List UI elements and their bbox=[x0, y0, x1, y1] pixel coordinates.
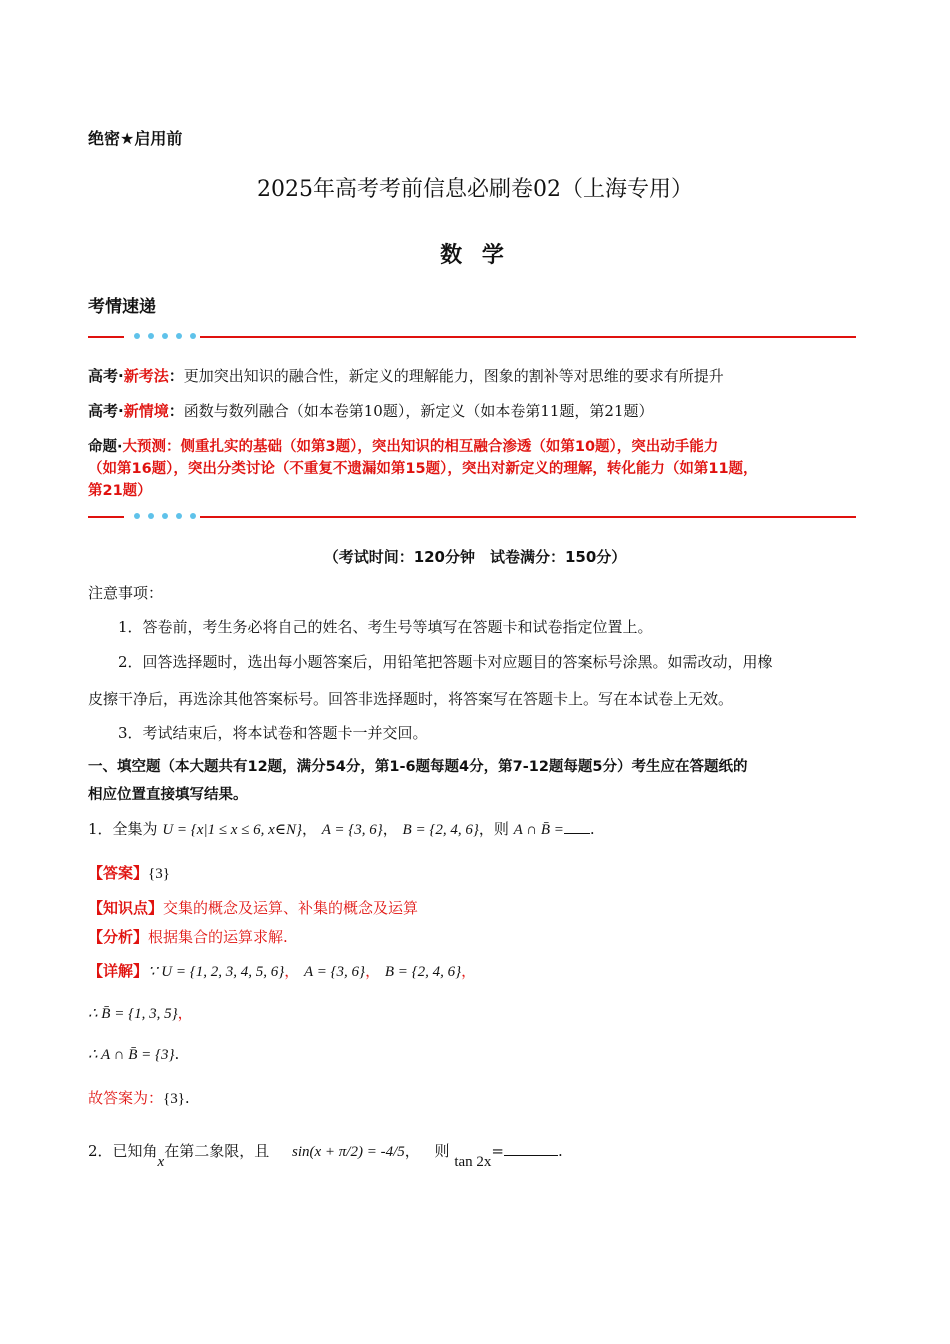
notice-item-2b: 皮擦干净后，再选涂其他答案标号。回答非选择题时，将答案写在答题卡上。写在本试卷上无效。 bbox=[88, 690, 734, 708]
question-2: 2．已知角x在第二象限，且 sin(x + π/2) = -4/5， 则 tan 2x= . bbox=[88, 1142, 563, 1170]
overview-prediction: 命题·大预测：侧重扎实的基础（如第3题），突出知识的相互融合渗透（如第10题），突出动手能力 （如第16题），突出分类讨论（不重复不遗漏如第15题），突出对新定义的理解，转化能力（如第11题， 第21题） bbox=[88, 439, 758, 499]
overview-row-context: 高考·新情境：函数与数列融合（如本卷第10题），新定义（如本卷第11题，第21题） bbox=[88, 402, 654, 420]
notice-item-3: 3．考试结束后，将本试卷和答题卡一并交回。 bbox=[118, 724, 428, 742]
page-title: 2025年高考考前信息必刷卷02（上海专用） bbox=[257, 177, 693, 202]
q1-set-a: A = {3, 6} bbox=[321, 822, 383, 838]
q1-expression: A ∩ B̄ = bbox=[513, 822, 564, 838]
notice-item-1: 1．答卷前，考生务必将自己的姓名、考生号等填写在答题卡和试卷指定位置上。 bbox=[118, 618, 653, 636]
q2-given-expression: sin(x + π/2) = -4/5 bbox=[292, 1144, 405, 1160]
q1-conclusion: 故答案为：{3}. bbox=[88, 1089, 190, 1107]
bottom-divider bbox=[88, 509, 856, 525]
overview-row-method: 高考·新考法：更加突出知识的融合性，新定义的理解能力，图象的割补等对思维的要求有所提升 bbox=[88, 367, 724, 385]
secret-label: 绝密★启用前 bbox=[88, 129, 183, 148]
notice-title: 注意事项： bbox=[88, 584, 164, 602]
q1-answer-blank bbox=[564, 819, 590, 834]
overview-heading: 考情速递 bbox=[88, 297, 156, 317]
q1-set-u: U = {x|1 ≤ x ≤ 6, x∈N} bbox=[162, 822, 302, 838]
subject-title: 数 学 bbox=[440, 243, 510, 268]
top-divider bbox=[88, 329, 856, 345]
exam-info: （考试时间：120分钟 试卷满分：150分） bbox=[323, 548, 627, 566]
q2-answer-blank bbox=[504, 1141, 558, 1156]
q1-detail-step-3: ∴ A ∩ B̄ = {3}. bbox=[88, 1045, 180, 1063]
q1-detail-step-2: ∴ B̄ = {1, 3, 5}， bbox=[88, 1004, 193, 1022]
q1-answer: 【答案】{3} bbox=[88, 864, 170, 882]
q1-knowledge: 【知识点】交集的概念及运算、补集的概念及运算 bbox=[88, 899, 419, 917]
q1-analysis: 【分析】根据集合的运算求解. bbox=[88, 928, 288, 946]
q1-set-b: B = {2, 4, 6} bbox=[402, 822, 479, 838]
q2-target: tan 2x bbox=[454, 1154, 492, 1170]
question-1: 1．全集为 U = {x|1 ≤ x ≤ 6, x∈N}， A = {3, 6}， B = {2, 4, 6}，则 A ∩ B̄ = . bbox=[88, 820, 595, 838]
q1-detail: 【详解】∵ U = {1, 2, 3, 4, 5, 6}， A = {3, 6}， B = {2, 4, 6}， bbox=[88, 962, 477, 980]
section-1-line-2: 相应位置直接填写结果。 bbox=[88, 787, 248, 803]
notice-item-2a: 2．回答选择题时，选出每小题答案后，用铅笔把答题卡对应题目的答案标号涂黑。如需改动，用橡 bbox=[118, 653, 773, 671]
section-1-line-1: 一、填空题（本大题共有12题，满分54分，第1-6题每题4分，第7-12题每题5分）考生应在答题纸的 bbox=[88, 759, 748, 775]
